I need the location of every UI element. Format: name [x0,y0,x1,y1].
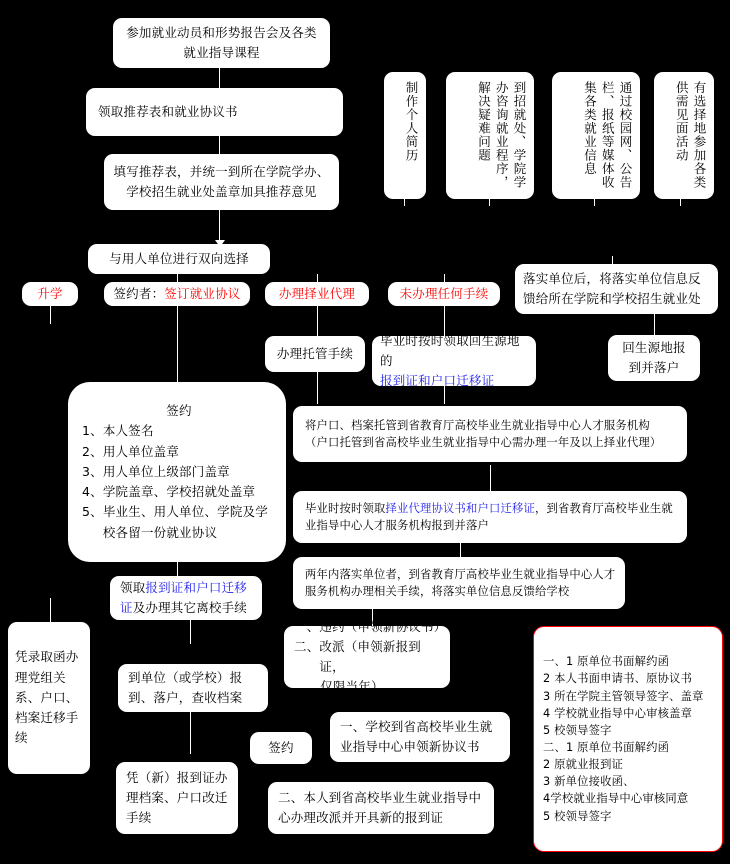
node-job-fairs [654,72,714,199]
node-report-to-unit [118,664,268,712]
item-number: 2、 [82,443,103,459]
list-item [82,421,276,441]
node-text-p1: 领取 [120,579,146,595]
node-text: 两年内落实单位者，到省教育厅高校毕业生就业指导中心人才服务机构办理相关手续，将落实单位信息反馈给学校 [305,567,616,598]
node-admission-letter [8,622,90,774]
doc-item: 3 新单位接收函、 [543,775,635,789]
connector-line [680,199,681,206]
doc-item: 5 校领导签字 [543,809,612,823]
list-item [82,482,276,502]
node-text [120,578,254,619]
node-text-prefix: 签约者： [113,285,165,301]
connector-line [460,543,461,557]
node-text: 凭录取函办理党组关系、户口、档案迁移手续 [15,649,79,746]
node-text: 有选择地参加各类供需见面活动 [674,81,707,189]
connector-line [317,306,318,336]
node-text: 签约 [268,739,294,755]
node-sign-bottom [250,732,312,764]
node-get-forms [86,88,343,136]
node-receive-report-cert [110,576,262,620]
doc-item: 2 原就业报到证 [543,758,624,772]
connector-line [219,66,220,88]
node-sign-agreement [104,282,250,306]
node-breach-reassign [284,618,450,695]
node-text: 办理托管手续 [276,345,354,361]
node-employment-agency [265,282,369,306]
node-text: 落实单位后，将落实单位信息反馈给所在学院和学校招生就业处 [523,270,701,306]
list-item [294,637,442,678]
node-text: 回生源地报到并落户 [622,339,686,375]
node-text [305,500,679,534]
node-custody-procedure [265,336,365,372]
node-mobilization [113,18,330,68]
item-number: 二、 [294,638,320,654]
node-text: 未办理任何手续 [399,285,489,301]
node-text: 二、本人到省高校毕业生就业指导中心办理改派并开具新的报到证 [278,789,482,825]
node-text: 凭（新）报到证办理档案、户口改迁手续 [126,769,228,826]
node-text-p3: 及办理其它离校手续 [132,600,248,615]
node-text: 填写推荐表，并统一到所在学院学办、学校招生就业处盖章加具推荐意见 [113,163,330,199]
doc-item: 一、1 原单位书面解约函 [543,655,670,669]
doc-item: 4 学校就业指导中心审核盖章 [543,706,693,720]
node-text-line1: 将户口、档案托管到省教育厅高校毕业生就业指导中心人才服务机构 [305,418,650,432]
item-text: 改派（申领新报到证， [319,638,422,674]
node-signing-checklist [68,382,286,562]
node-text-p1: 毕业时按时领取 [305,501,386,515]
doc-item: 二、1 原单位书面解约函 [543,741,670,754]
node-fill-forms [104,154,339,210]
connector-line [177,306,178,382]
node-text: 办理择业代理 [278,285,356,301]
node-text-line2: （户口托管到省高校毕业生就业指导中心需办理一年及以上择业代理） [305,436,662,449]
connector-line [50,306,51,324]
connector-line [612,256,613,264]
node-resume [384,72,426,199]
node-text-line2: 报到证和户口迁移证 [380,373,495,389]
node-agency-agreement [293,491,687,543]
node-text-p3: ，到省教育厅高校毕业生就业指导中心人才服务机构报到并落户 [305,501,673,532]
checklist-title: 签约 [166,403,192,419]
node-collect-info [552,72,640,199]
node-required-documents [533,626,723,852]
node-further-study [22,282,78,306]
item-number: 5、 [82,504,103,520]
node-text-highlight: 择业代理协议书和户口迁移证 [385,501,535,515]
node-text: 通过校园网、公告栏、报纸等媒体收集各类就业信息 [582,81,633,189]
node-text-highlight: 签订就业协议 [164,285,241,301]
node-text: 参加就业动员和形势报告会及各类就业指导课程 [126,24,317,60]
connector-line [594,199,595,206]
node-text: 到单位（或学校）报到、落户，查收档案 [128,669,243,705]
node-text: 一、学校到省高校毕业生就业指导中心申领新协议书 [340,718,493,754]
item-number: 3、 [82,463,103,479]
node-return-hometown [608,335,700,381]
item-text: 本人签名 [102,423,154,439]
item-text: 用人单位上级部门盖章 [102,463,230,479]
node-text: 升学 [37,285,63,301]
node-consult-office [446,72,534,199]
connector-line [317,372,318,404]
connector-line [219,136,220,154]
connector-line [654,313,655,335]
list-item [294,617,447,637]
node-new-report-cert [116,762,238,834]
connector-line [489,199,490,206]
list-item [82,442,276,462]
node-text-highlight: 报到证和户口迁移证 [120,579,248,615]
list-item [82,502,276,543]
node-two-years-rule [293,557,625,609]
node-text: 与用人单位进行双向选择 [109,250,249,266]
doc-item: 5 校领导签字 [543,723,612,737]
checklist-items [82,421,276,543]
item-continuation: 仅限当年） [320,679,384,695]
doc-item: 3 所在学院主管领导签字、盖章 [543,689,704,703]
doc-item: 4学校就业指导中心审核同意 [543,792,689,806]
connector-line [190,620,191,644]
connector-line [177,274,178,282]
node-receive-certificate [372,332,536,389]
connector-line [317,274,318,282]
connector-line [177,562,178,576]
connector-line [444,274,445,282]
node-no-procedure [388,282,500,306]
doc-item: 2 本人书面申请书、原协议书 [543,672,693,686]
node-text: 领取推荐表和就业协议书 [98,103,238,119]
item-text: 毕业生、用人单位、学院及学校各留一份就业协议 [102,504,268,540]
list-item [82,462,276,482]
item-number: 4、 [82,484,103,500]
item-text: 用人单位盖章 [102,443,180,459]
node-text: 到招就处、学院学办咨询就业程序，解决疑难问题 [476,81,527,189]
item-text: 违约（申领新协议书） [319,618,447,634]
node-text-line1: 毕业时按时领取回生源地的 [380,332,520,368]
node-text: 制作个人简历 [404,81,419,162]
node-person-apply-reassign [268,782,494,834]
node-feedback-unit [515,264,718,314]
node-transfer-custody [293,406,687,462]
node-two-way-selection [88,244,270,274]
item-number: 1、 [82,423,103,439]
item-text: 学院盖章、学校招就处盖章 [102,484,256,500]
node-school-apply-agreement [330,712,510,762]
connector-line [190,710,191,754]
connector-line [50,598,51,622]
connector-line [490,465,491,491]
item-number: 一、 [294,618,320,634]
connector-line [404,199,405,206]
